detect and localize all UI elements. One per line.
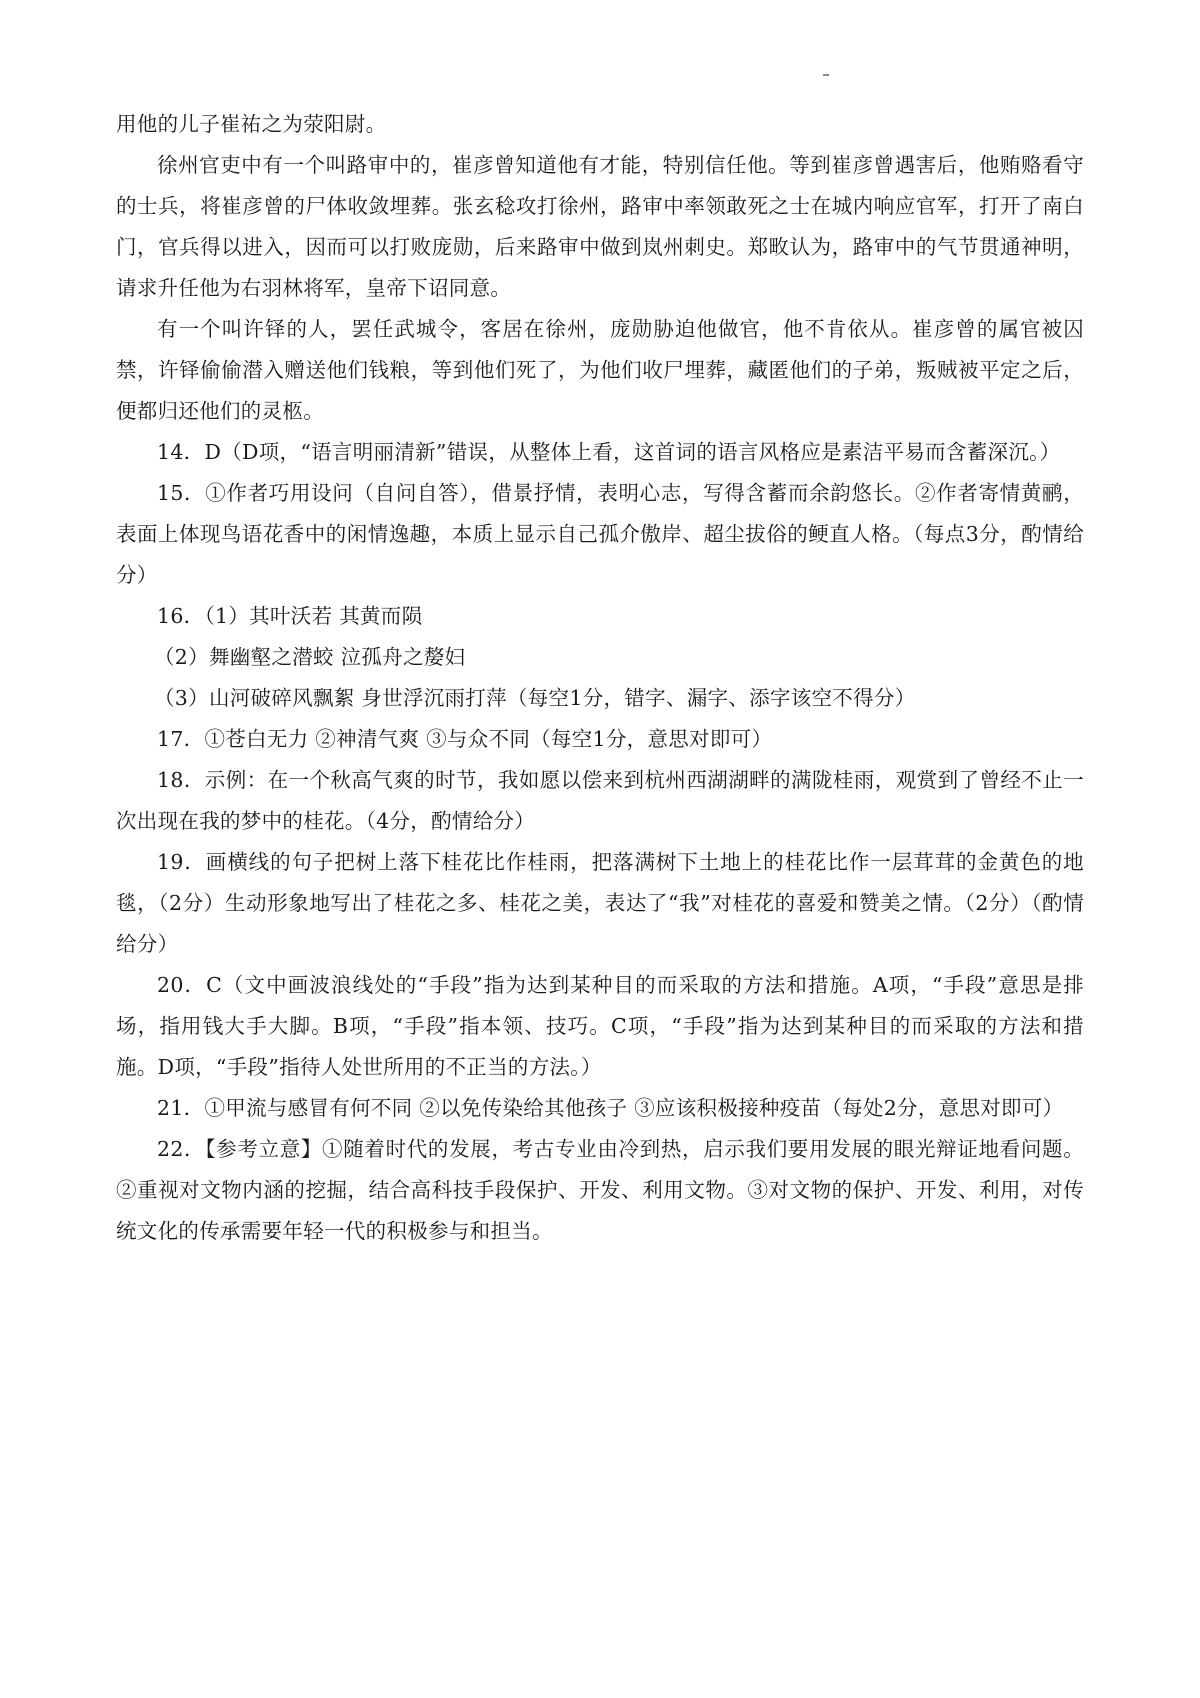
answer-22: 22．【参考立意】①随着时代的发展，考古专业由冷到热，启示我们要用发展的眼光辩证地看问题。②重视对文物内涵的挖掘，结合高科技手段保护、开发、利用文物。③对文物的保护、开发、利用，对传统文化的传承需要年轻一代的积极参与和担当。 bbox=[116, 1137, 1084, 1243]
answer-20: 20．C（文中画波浪线处的“手段”指为达到某种目的而采取的方法和措施。A项，“手段”意思是排场，指用钱大手大脚。B项，“手段”指本领、技巧。C项，“手段”指为达到某种目的而采取的方法和措施。D项，“手段”指待人处世所用的不正当的方法。） bbox=[116, 973, 1084, 1079]
answer-17: 17．①苍白无力 ②神清气爽 ③与众不同（每空1分，意思对即可） bbox=[157, 727, 773, 751]
answer-15: 15．①作者巧用设问（自问自答），借景抒情，表明心志，写得含蓄而余韵悠长。②作者寄情黄鹂，表面上体现鸟语花香中的闲情逸趣，本质上显示自己孤介傲岸、超尘拔俗的鲠直人格。（每点3分，酌情给分） bbox=[116, 481, 1084, 587]
answer-21: 21．①甲流与感冒有何不同 ②以免传染给其他孩子 ③应该积极接种疫苗（每处2分，意思对即可） bbox=[157, 1096, 1064, 1120]
paragraph-xu-duo: 有一个叫许铎的人，罢任武城令，客居在徐州，庞勋胁迫他做官，他不肯依从。崔彦曾的属官被囚禁，许铎偷偷潜入赠送他们钱粮，等到他们死了，为他们收尸埋葬，藏匿他们的子弟，叛贼被平定之后，便都归还他们的灵柩。 bbox=[116, 317, 1084, 423]
answer-14: 14．D（D项，“语言明丽清新”错误，从整体上看，这首词的语言风格应是素洁平易而含蓄深沉。） bbox=[157, 440, 1061, 464]
answer-19: 19．画横线的句子把树上落下桂花比作桂雨，把落满树下土地上的桂花比作一层茸茸的金黄色的地毯，（2分）生动形象地写出了桂花之多、桂花之美，表达了“我”对桂花的喜爱和赞美之情。（2分）（酌情给分） bbox=[116, 850, 1084, 956]
answer-18: 18．示例：在一个秋高气爽的时节，我如愿以偿来到杭州西湖湖畔的满陇桂雨，观赏到了曾经不止一次出现在我的梦中的桂花。（4分，酌情给分） bbox=[116, 768, 1084, 833]
answer-16-part-1: 16．（1）其叶沃若 其黄而陨 bbox=[157, 604, 423, 628]
answer-16-part-3: （3）山河破碎风飘絮 身世浮沉雨打萍（每空1分，错字、漏字、添字该空不得分） bbox=[154, 686, 916, 710]
page-top-mark bbox=[823, 74, 829, 76]
paragraph-lu-shenzhong: 徐州官吏中有一个叫路审中的，崔彦曾知道他有才能，特别信任他。等到崔彦曾遇害后，他贿赂看守的士兵，将崔彦曾的尸体收敛埋葬。张玄稔攻打徐州，路审中率领敢死之士在城内响应官军，打开了南白门，官兵得以进入，因而可以打败庞勋，后来路审中做到岚州刺史。郑畋认为，路审中的气节贯通神明，请求升任他为右羽林将军，皇帝下诏同意。 bbox=[116, 153, 1084, 300]
paragraph-translation-end: 用他的儿子崔祐之为荥阳尉。 bbox=[116, 112, 387, 136]
document-page bbox=[116, 104, 1084, 1252]
answer-16-part-2: （2）舞幽壑之潜蛟 泣孤舟之嫠妇 bbox=[154, 645, 466, 669]
